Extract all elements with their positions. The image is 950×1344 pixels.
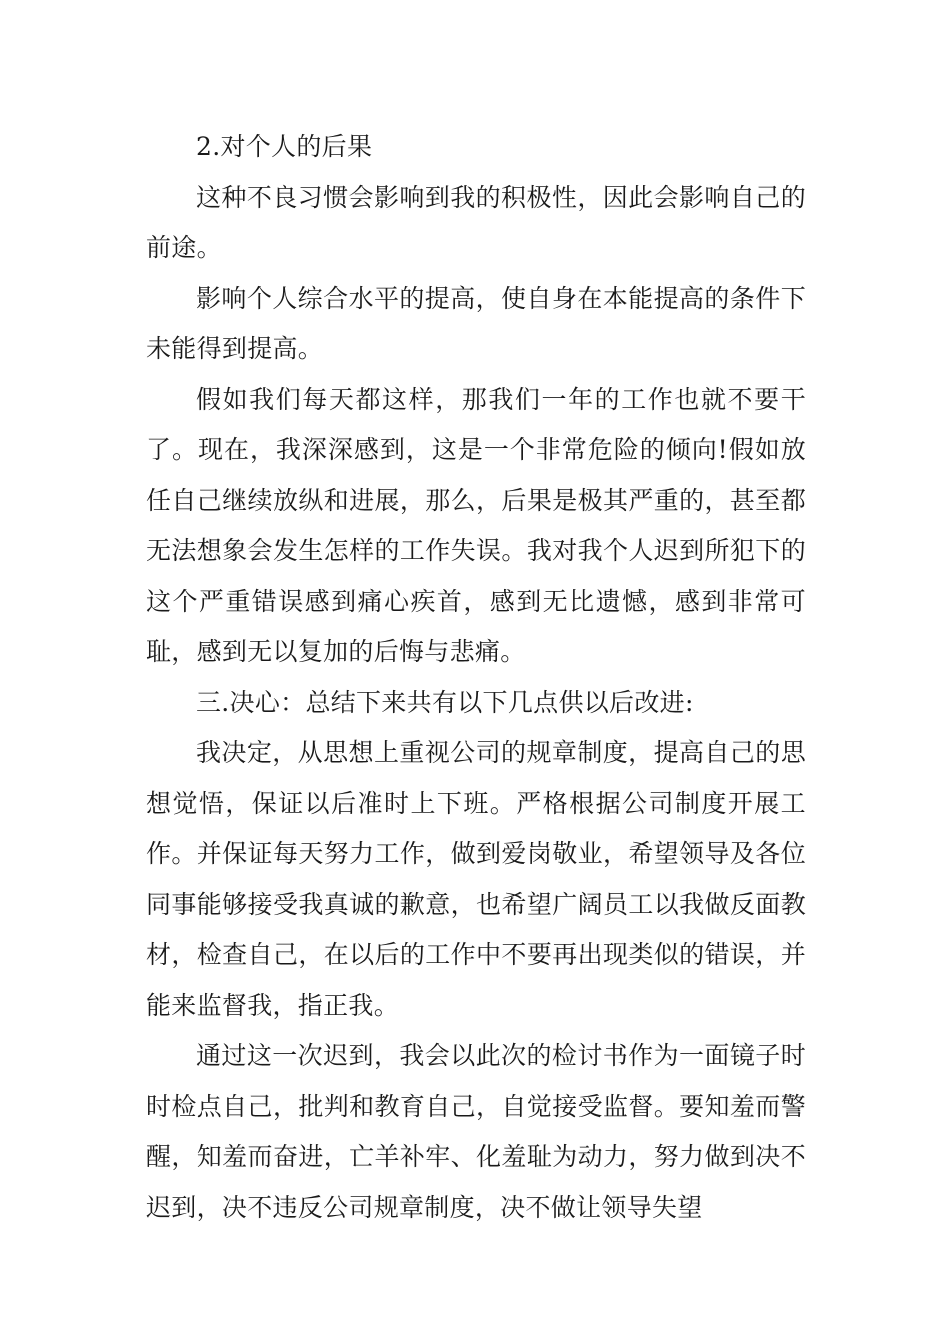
paragraph: 这种不良习惯会影响到我的积极性，因此会影响自己的前途。 (146, 182, 806, 262)
paragraph: 通过这一次迟到，我会以此次的检讨书作为一面镜子时时检点自己，批判和教育自己，自觉接受监督。要知羞而警醒，知羞而奋进，亡羊补牢、化羞耻为动力，努力做到决不迟到，决不违反公司规章制度，决不做让领导失望 (146, 1041, 806, 1222)
paragraph: 我决定，从思想上重视公司的规章制度，提高自己的思想觉悟，保证以后准时上下班。严格根据公司制度开展工作。并保证每天努力工作，做到爱岗敬业，希望领导及各位同事能够接受我真诚的歉意，也希望广阔员工以我做反面教材，检查自己，在以后的工作中不要再出现类似的错误，并能来监督我，指正我。 (146, 738, 806, 1020)
paragraph: 假如我们每天都这样，那我们一年的工作也就不要干了。现在，我深深感到，这是一个非常危险的倾向!假如放任自己继续放纵和进展，那么，后果是极其严重的，甚至都无法想象会发生怎样的工作失误。我对我个人迟到所犯下的这个严重错误感到痛心疾首，感到无比遗憾，感到非常可耻，感到无以复加的后悔与悲痛。 (146, 384, 806, 666)
paragraph: 影响个人综合水平的提高，使自身在本能提高的条件下未能得到提高。 (146, 283, 806, 363)
section-heading-personal-consequences: 2.对个人的后果 (196, 132, 373, 161)
document-body (146, 122, 806, 1233)
section-heading-resolution: 三.决心：总结下来共有以下几点供以后改进: (196, 687, 694, 717)
